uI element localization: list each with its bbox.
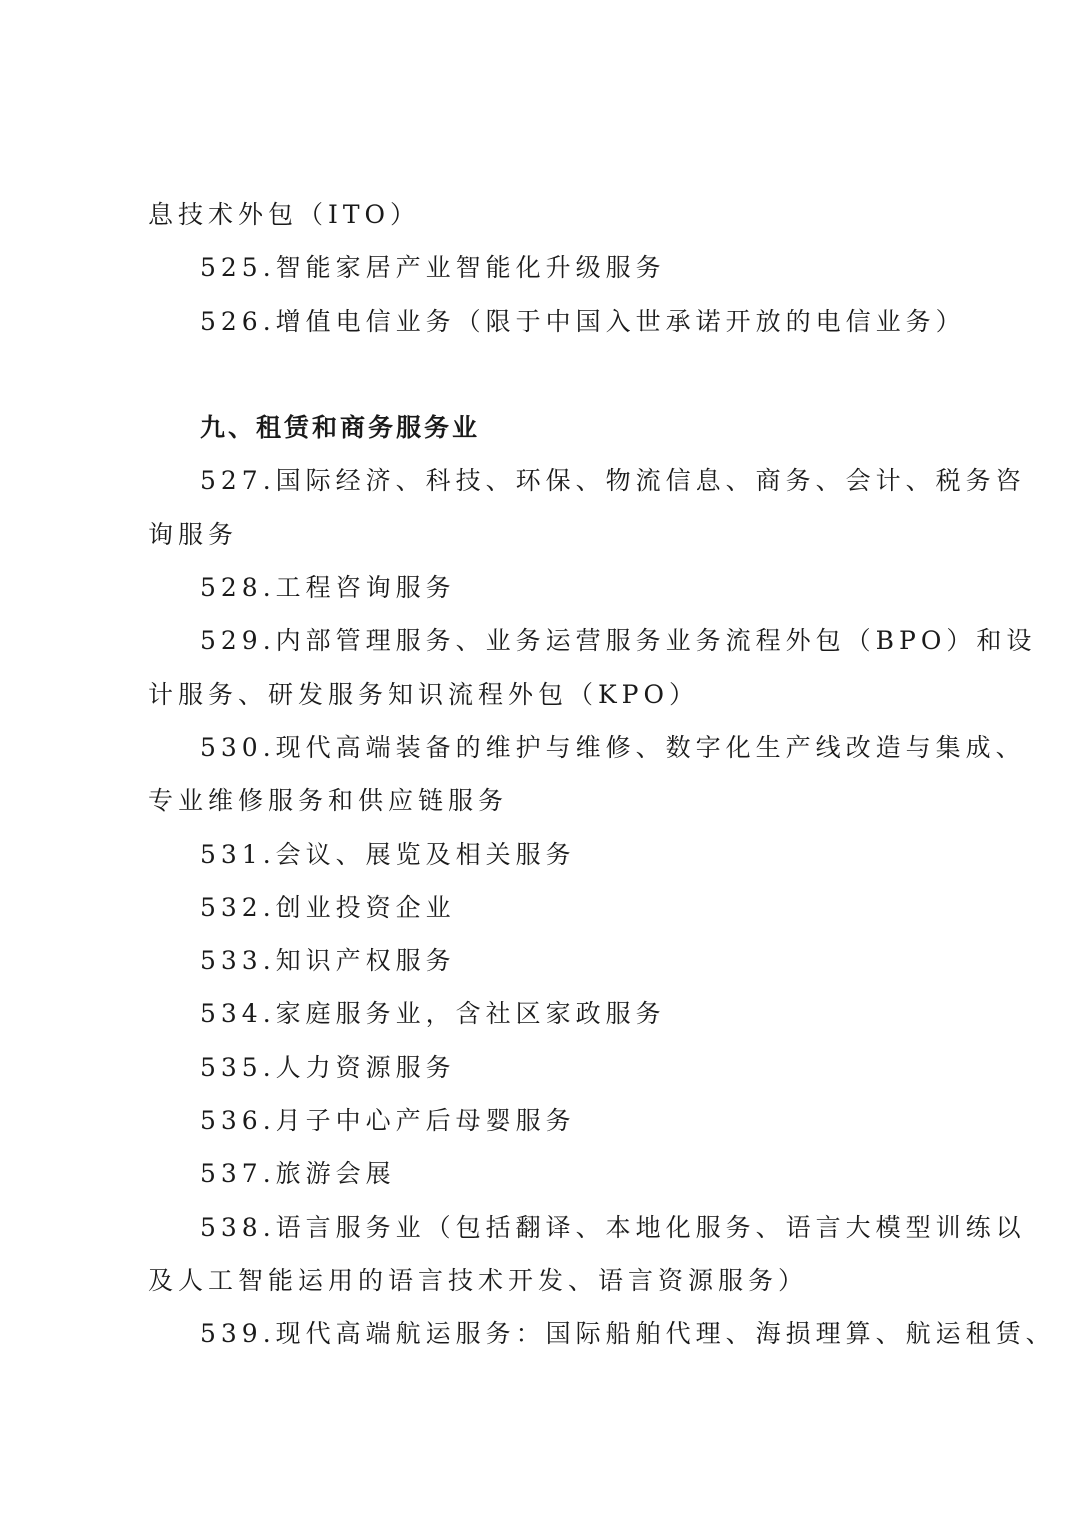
list-item-527: 527.国际经济、科技、环保、物流信息、商务、会计、税务咨 xyxy=(200,466,1026,496)
list-item-533: 533.知识产权服务 xyxy=(200,946,456,976)
list-item-529: 529.内部管理服务、业务运营服务业务流程外包（BPO）和设 xyxy=(200,626,1037,656)
continuation-line: 息技术外包（ITO） xyxy=(148,200,421,229)
list-item-532: 532.创业投资企业 xyxy=(200,892,456,922)
list-item-537: 537.旅游会展 xyxy=(200,1159,396,1189)
list-item-535: 535.人力资源服务 xyxy=(200,1052,456,1082)
list-item-528: 528.工程咨询服务 xyxy=(200,573,456,603)
list-item-529-continuation: 计服务、研发服务知识流程外包（KPO） xyxy=(148,679,699,709)
list-item-530: 530.现代高端装备的维护与维修、数字化生产线改造与集成、 xyxy=(200,732,1026,762)
list-item-539: 539.现代高端航运服务：国际船舶代理、海损理算、航运租赁、 xyxy=(200,1319,1056,1349)
list-item-526: 526.增值电信业务（限于中国入世承诺开放的电信业务） xyxy=(200,306,966,336)
list-item-527-continuation: 询服务 xyxy=(148,519,239,549)
section-spacer xyxy=(148,348,938,401)
list-item-538: 538.语言服务业（包括翻译、本地化服务、语言大模型训练以 xyxy=(200,1212,1026,1242)
list-item-531: 531.会议、展览及相关服务 xyxy=(200,839,576,869)
list-item-536: 536.月子中心产后母婴服务 xyxy=(200,1106,576,1136)
section-heading: 九、租赁和商务服务业 xyxy=(200,413,481,443)
list-item-525: 525.智能家居产业智能化升级服务 xyxy=(200,253,666,283)
list-item-530-continuation: 专业维修服务和供应链服务 xyxy=(148,786,509,816)
list-item-534: 534.家庭服务业，含社区家政服务 xyxy=(200,999,666,1029)
list-item-538-continuation: 及人工智能运用的语言技术开发、语言资源服务） xyxy=(148,1265,809,1295)
document-body xyxy=(148,188,1056,1361)
